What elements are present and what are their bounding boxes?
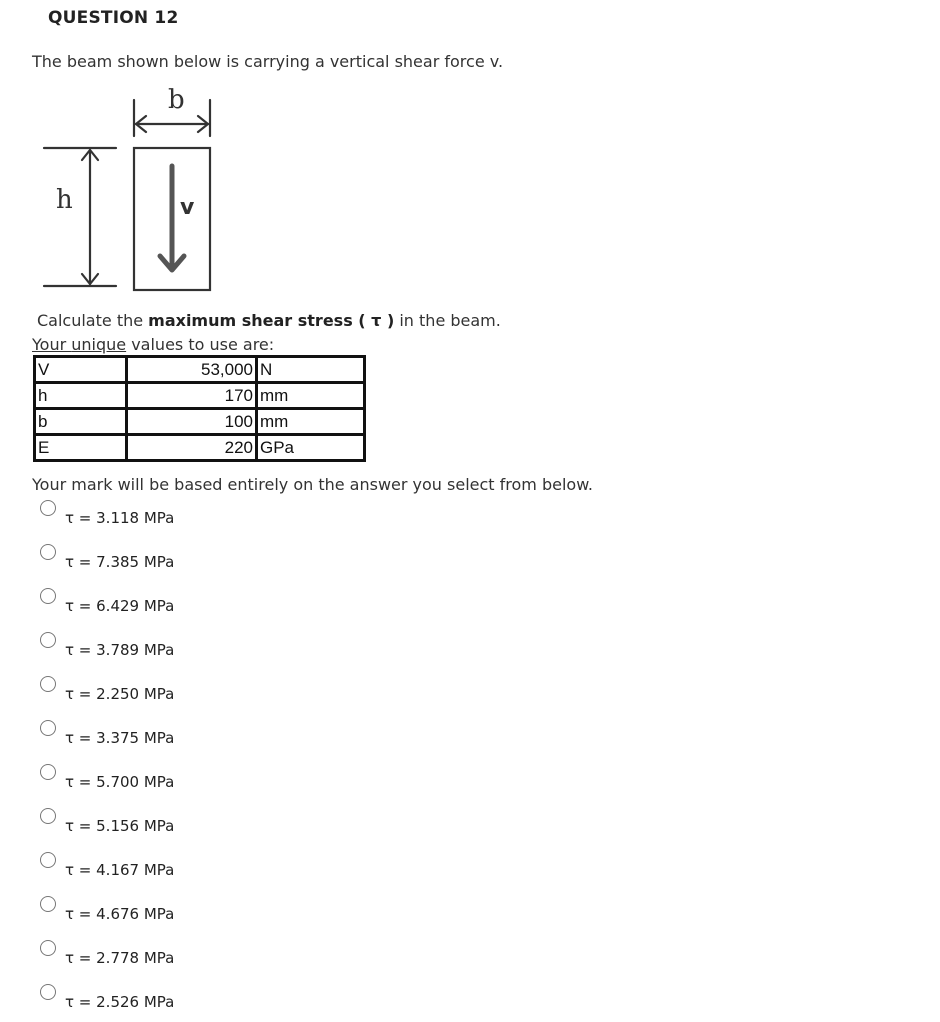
- answer-option[interactable]: [40, 940, 440, 970]
- radio-button[interactable]: [40, 896, 56, 912]
- label-v: v: [180, 195, 195, 220]
- param-name: E: [35, 435, 127, 461]
- param-unit: N: [257, 357, 365, 383]
- option-label: τ = 4.676 MPa: [65, 905, 175, 923]
- height-dimension: [44, 148, 116, 286]
- param-name: h: [35, 383, 127, 409]
- values-table: [33, 355, 366, 462]
- option-label: τ = 3.789 MPa: [65, 641, 175, 659]
- option-label: τ = 4.167 MPa: [65, 861, 175, 879]
- param-value: 100: [127, 409, 257, 435]
- answer-option[interactable]: [40, 676, 440, 706]
- param-name: b: [35, 409, 127, 435]
- answer-option[interactable]: [40, 852, 440, 882]
- param-value: 53,000: [127, 357, 257, 383]
- answer-option[interactable]: [40, 632, 440, 662]
- radio-button[interactable]: [40, 544, 56, 560]
- param-name: V: [35, 357, 127, 383]
- table-row: [35, 435, 365, 461]
- label-b: b: [168, 85, 185, 115]
- radio-button[interactable]: [40, 500, 56, 516]
- option-label: τ = 2.778 MPa: [65, 949, 175, 967]
- label-h: h: [56, 185, 73, 215]
- mark-note: Your mark will be based entirely on the answer you select from below.: [32, 475, 593, 494]
- table-row: [35, 383, 365, 409]
- radio-button[interactable]: [40, 984, 56, 1000]
- beam-diagram: [38, 80, 228, 300]
- prompt-bold: maximum shear stress ( τ ): [148, 311, 395, 330]
- param-unit: GPa: [257, 435, 365, 461]
- option-label: τ = 2.250 MPa: [65, 685, 175, 703]
- table-row: [35, 409, 365, 435]
- option-label: τ = 6.429 MPa: [65, 597, 175, 615]
- answer-option[interactable]: [40, 808, 440, 838]
- radio-button[interactable]: [40, 632, 56, 648]
- question-title: QUESTION 12: [48, 8, 179, 28]
- radio-button[interactable]: [40, 588, 56, 604]
- answer-option[interactable]: [40, 720, 440, 750]
- param-value: 170: [127, 383, 257, 409]
- radio-button[interactable]: [40, 808, 56, 824]
- unique-values-heading: Your unique values to use are:: [32, 335, 275, 354]
- radio-button[interactable]: [40, 940, 56, 956]
- option-label: τ = 7.385 MPa: [65, 553, 175, 571]
- answer-option[interactable]: [40, 896, 440, 926]
- table-row: [35, 357, 365, 383]
- answer-option[interactable]: [40, 984, 440, 1014]
- param-value: 220: [127, 435, 257, 461]
- option-label: τ = 3.375 MPa: [65, 729, 175, 747]
- radio-button[interactable]: [40, 720, 56, 736]
- radio-button[interactable]: [40, 764, 56, 780]
- option-label: τ = 3.118 MPa: [65, 509, 175, 527]
- radio-button[interactable]: [40, 852, 56, 868]
- param-unit: mm: [257, 383, 365, 409]
- param-unit: mm: [257, 409, 365, 435]
- option-label: τ = 5.700 MPa: [65, 773, 175, 791]
- radio-button[interactable]: [40, 676, 56, 692]
- question-intro: The beam shown below is carrying a vertical shear force v.: [32, 52, 504, 71]
- answer-option[interactable]: [40, 500, 440, 530]
- option-label: τ = 5.156 MPa: [65, 817, 175, 835]
- answer-option[interactable]: [40, 544, 440, 574]
- option-label: τ = 2.526 MPa: [65, 993, 175, 1011]
- calculation-prompt: Calculate the maximum shear stress ( τ ) in the beam.: [37, 311, 501, 330]
- answer-option[interactable]: [40, 764, 440, 794]
- answer-option[interactable]: [40, 588, 440, 618]
